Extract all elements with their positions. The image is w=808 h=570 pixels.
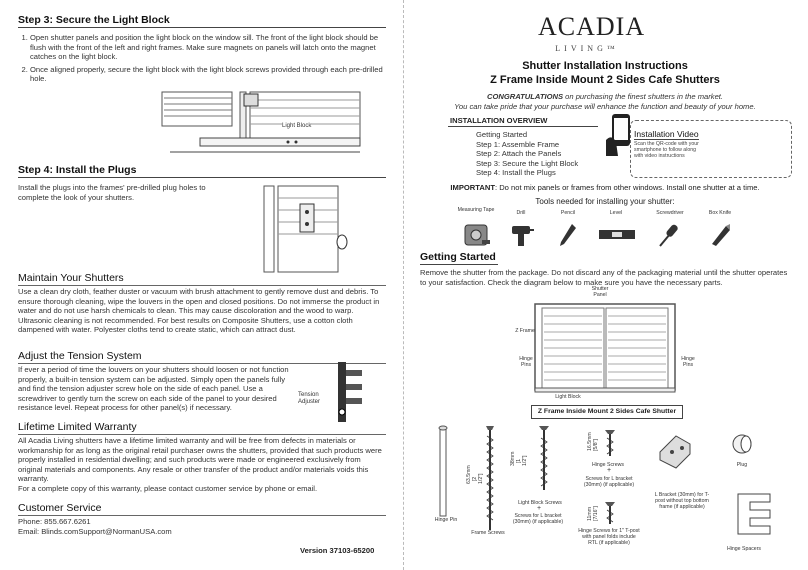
congrats-rest: on purchasing the finest shutters in the market. <box>563 92 724 101</box>
version-number: Version 37103-65200 <box>300 546 375 555</box>
tension-adjuster-label: Tension Adjuster <box>298 392 321 405</box>
overview-item-5: Step 4: Install the Plugs <box>476 168 556 178</box>
customer-service-title: Customer Service <box>18 502 386 516</box>
measuring-tape-icon <box>462 222 492 248</box>
part-plug: Plug <box>736 462 748 468</box>
part-hinge-screws: Hinge Screws <box>591 462 624 468</box>
getting-started-text: Remove the shutter from the package. Do not discard any of the packaging material until the shutter operates to your satisfaction. Check the diagram below to make sure you have the necessary parts. <box>420 268 788 287</box>
drill-icon <box>510 222 534 248</box>
overview-rule <box>448 126 598 127</box>
congrats-line <box>420 92 790 101</box>
label-light-block: Light Block <box>555 394 581 400</box>
part-hinge-screws-2: Screws for L bracket (30mm) (if applicable) <box>583 476 635 488</box>
tool-label-level: Level <box>609 210 623 216</box>
doc-title: Shutter Installation Instructions <box>522 60 688 72</box>
diagram-caption: Z Frame Inside Mount 2 Sides Cafe Shutter <box>531 405 683 419</box>
tool-label-drill: Drill <box>516 210 526 216</box>
t-post-screw-length: 11mm [7/16"] <box>587 506 599 521</box>
tool-label-measuring-tape: Measuring Tape <box>457 207 495 213</box>
step3-item-1: 1. Open shutter panels and position the light block on the window sill. The front of the light block should be flush with the front of the left and right frames. Make sure magnets on panels will latch onto the magnet catches on the light block. <box>30 33 386 62</box>
video-text: Scan the QR-code with your smartphone to follow along with video instructions <box>634 141 699 159</box>
congrats-line2: You can take pride that your purchase will enhance the function and beauty of your home. <box>454 102 756 111</box>
plug-image <box>730 432 756 458</box>
brand-subtitle: LIVING™ <box>555 44 619 53</box>
getting-started-title: Getting Started <box>420 251 498 265</box>
plus-sign-2: + <box>606 467 612 474</box>
shutter-diagram <box>530 300 680 400</box>
label-hinge-pins-left: Hinge Pins <box>519 356 533 368</box>
part-hinge-spacers: Hinge Spacers <box>726 546 762 552</box>
overview-item-4: Step 3: Secure the Light Block <box>476 158 579 168</box>
part-l-bracket: L Bracket (30mm) for T-post without top bottom frame (if applicable) <box>654 492 710 510</box>
tension-adjuster-illustration <box>328 360 374 424</box>
step3-text <box>18 33 386 87</box>
warranty-title: Lifetime Limited Warranty <box>18 421 386 435</box>
step4-text: Install the plugs into the frames' pre-drilled plug holes to complete the look of your shutters. <box>18 183 206 202</box>
customer-service-email: Email: Blinds.comSupport@NormanUSA.com <box>18 527 172 536</box>
frame-screw-length: 63.5mm [2 1/2"] <box>466 465 484 484</box>
part-hinge-pin: Hinge Pin <box>434 517 458 523</box>
plus-sign-1: + <box>536 505 542 512</box>
tool-label-pencil: Pencil <box>560 210 576 216</box>
t-post-screw-image <box>600 500 620 528</box>
step3-item-2: 2. Once aligned properly, secure the light block with the light block screws provided through each pre-drilled hole. <box>30 65 386 84</box>
overview-item-2: Step 1: Assemble Frame <box>476 139 560 149</box>
maintain-title: Maintain Your Shutters <box>18 272 386 286</box>
box-knife-icon <box>708 222 732 248</box>
hinge-screw-length: 16.5mm [5/8"] <box>587 432 599 451</box>
step3-title: Step 3: Secure the Light Block <box>18 14 386 28</box>
maintain-text: Use a clean dry cloth, feather duster or vacuum with brush attachment to gently remove dust and debris. To ensure thorough cleaning, wipe the louvers in the open and closed positions. Do not immerse the product in water and do not use harsh chemicals to clean. This may cause discoloration and the wood to warp. Ultrasonic cleaning is not recommended. For best results on Composite Shutters, use a cotton cloth dampened with water. Polyester cloths tend to create static, which can attract dust. <box>18 287 380 335</box>
tool-label-screwdriver: Screwdriver <box>656 210 684 216</box>
l-bracket-image <box>656 432 696 472</box>
hinge-pin-image <box>434 424 454 520</box>
label-z-frame: Z Frame <box>515 328 535 334</box>
hinge-screw-image <box>600 428 620 460</box>
overview-title: INSTALLATION OVERVIEW <box>450 116 548 125</box>
tools-title: Tools needed for installing your shutter: <box>535 197 675 206</box>
warranty-text: All Acadia Living shutters have a lifetime limited warranty and will be free from defects in materials or workmanship for as long as the original retail purchaser owns the shutters, provided that such products were properly installed in residential dwelling; and such products were made or engineered exclusively from original materials and components. Any resale or other transfer of the product and/or materials voids this warranty. <box>18 436 382 484</box>
pencil-icon <box>558 222 578 248</box>
tool-label-box-knife: Box Knife <box>708 210 732 216</box>
brand-logo: ACADIA <box>538 12 646 41</box>
overview-item-3: Step 2: Attach the Panels <box>476 149 562 159</box>
step4-title: Step 4: Install the Plugs <box>18 164 386 178</box>
part-frame-screws: Frame Screws <box>471 530 505 536</box>
light-block-illustration <box>160 90 370 160</box>
light-block-screw-image <box>534 424 554 494</box>
part-t-post-screws: Hinge Screws for 1" T-post with panel folds include RTL (if applicable) <box>578 528 640 546</box>
page-divider <box>403 0 404 570</box>
level-icon <box>598 228 636 242</box>
part-light-block-screws: Light Block Screws <box>518 500 562 506</box>
important-bold: IMPORTANT <box>450 183 495 192</box>
customer-service-phone: Phone: 855.667.6261 <box>18 517 91 526</box>
overview-item-1: Getting Started <box>476 130 528 139</box>
video-title: Installation Video <box>634 129 699 139</box>
doc-subtitle: Z Frame Inside Mount 2 Sides Cafe Shutters <box>490 74 720 86</box>
light-block-label: Light Block <box>282 123 312 129</box>
part-light-block-screws-2: Screws for L bracket (30mm) (if applicable) <box>512 513 564 525</box>
important-line <box>420 183 790 192</box>
overview-list <box>476 130 578 178</box>
plug-illustration <box>256 184 356 274</box>
warranty-contact-text: For a complete copy of this warranty, please contact customer service by phone or email. <box>18 484 318 493</box>
congrats-bold: CONGRATULATIONS <box>486 92 564 101</box>
screwdriver-icon <box>656 222 682 248</box>
label-hinge-pins-right: Hinge Pins <box>681 356 695 368</box>
tension-text: If ever a period of time the louvers on your shutters should loosen or not function properly, a built-in tension system can be adjusted. Simply open the panels fully and find the tension adjuster screw hole on the side of each panel. Use a screwdriver to gently turn the screw on each side of the panel to your desired resistance level. Repeat process for other panel(s) if necessary. <box>18 365 289 413</box>
hinge-spacers-image <box>730 490 776 546</box>
important-rest: : Do not mix panels or frames from other windows. Install one shutter at a time. <box>494 183 760 192</box>
light-block-screw-length: 38mm [1 1/2"] <box>510 451 528 466</box>
label-shutter-panel: Shutter Panel <box>591 286 609 298</box>
tension-title: Adjust the Tension System <box>18 350 386 364</box>
